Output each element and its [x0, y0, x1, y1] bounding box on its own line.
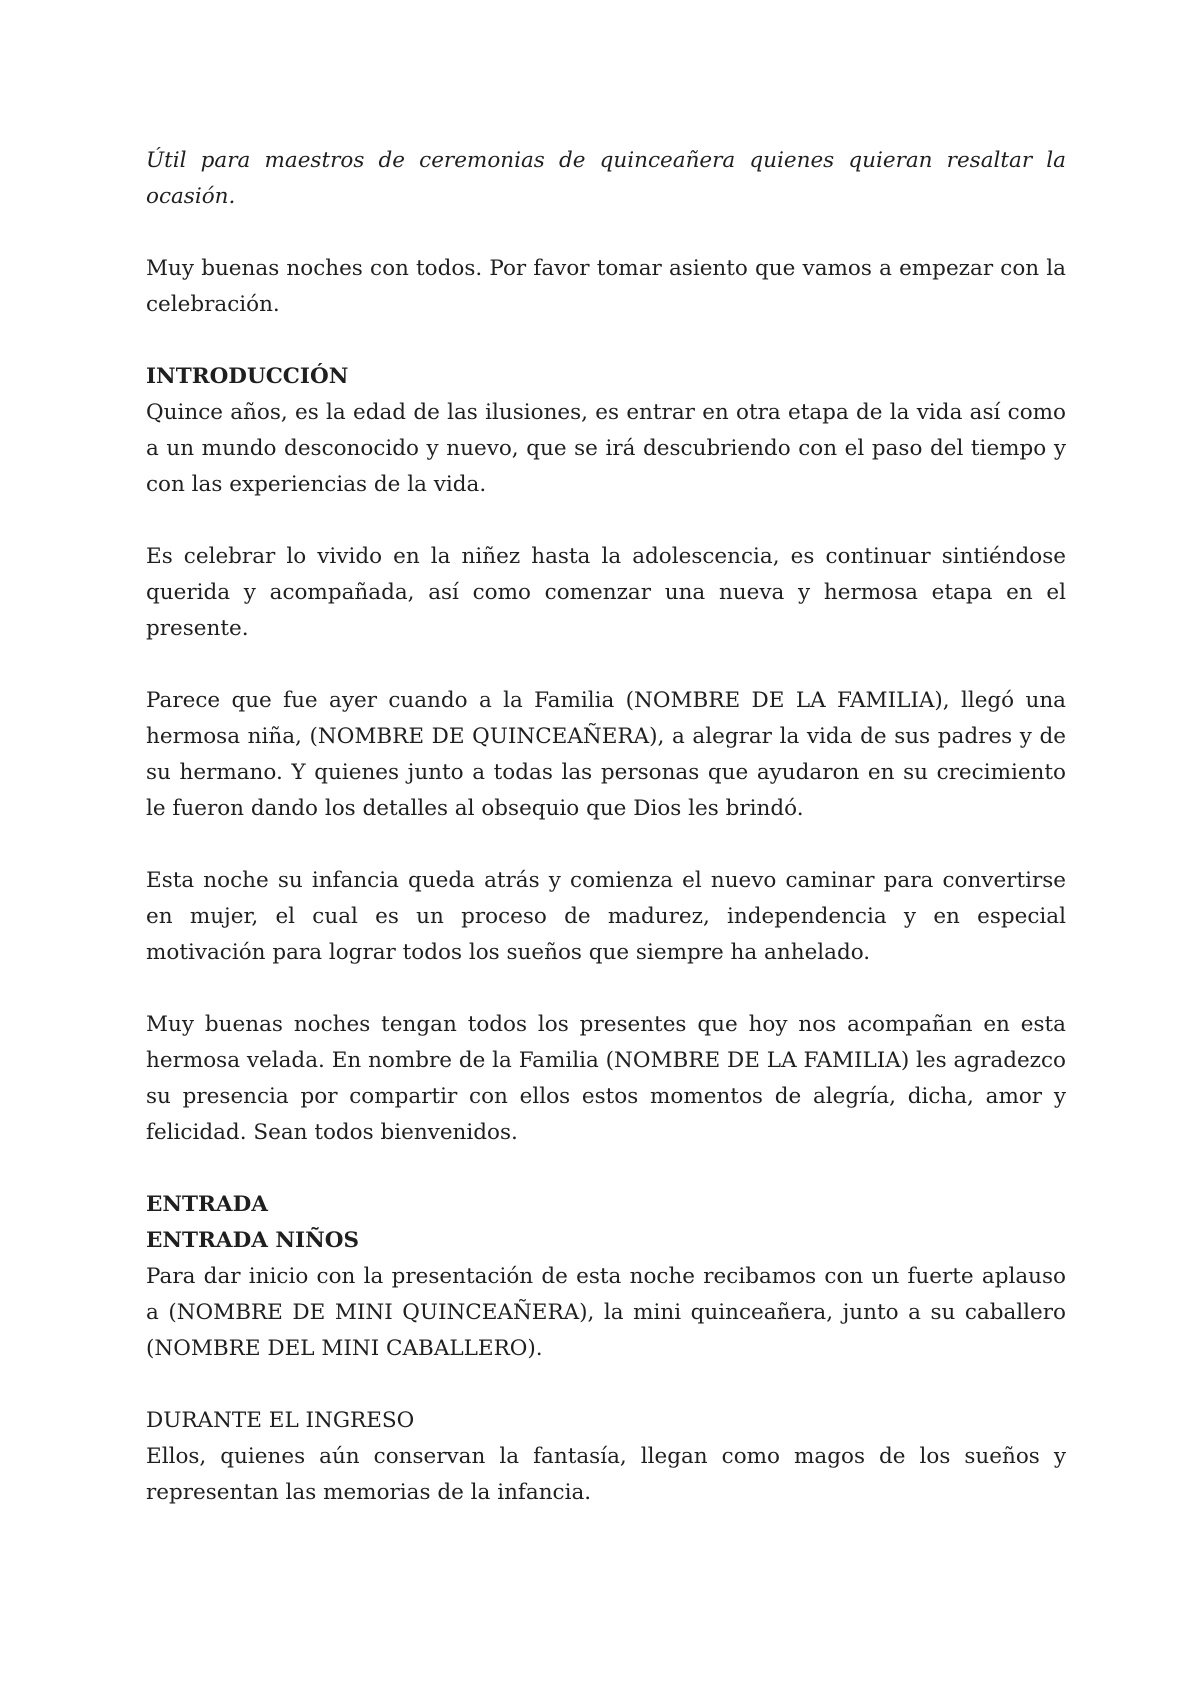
- document-body: [146, 143, 1066, 1547]
- entrada-ninos-heading: ENTRADA NIÑOS: [146, 1228, 360, 1253]
- introduccion-paragraph-2: Es celebrar lo vivido en la niñez hasta la adolescencia, es continuar sintiéndose querida y acompañada, así como comenzar una nueva y hermosa etapa en el presente.: [146, 544, 1066, 641]
- entrada-heading: ENTRADA: [146, 1192, 268, 1217]
- introduccion-paragraph-4: Esta noche su infancia queda atrás y comienza el nuevo caminar para convertirse en mujer, el cual es un proceso de madurez, independencia y en especial motivación para lograr todos los sueños que siempre ha anhelado.: [146, 868, 1066, 965]
- entrada-section: [146, 1187, 1066, 1367]
- introduccion-paragraph-5: Muy buenas noches tengan todos los presentes que hoy nos acompañan en esta hermosa velada. En nombre de la Familia (NOMBRE DE LA FAMILIA) les agradezco su presencia por compartir con ellos estos momentos de alegría, dicha, amor y felicidad. Sean todos bienvenidos.: [146, 1012, 1066, 1145]
- introduccion-section: [146, 359, 1066, 503]
- durante-ingreso-paragraph: Ellos, quienes aún conservan la fantasía, llegan como magos de los sueños y representan las memorias de la infancia.: [146, 1444, 1066, 1505]
- introduccion-paragraph-1: Quince años, es la edad de las ilusiones, es entrar en otra etapa de la vida así como a un mundo desconocido y nuevo, que se irá descubriendo con el paso del tiempo y con las experiencias de la vida.: [146, 400, 1066, 497]
- entrada-paragraph: Para dar inicio con la presentación de esta noche recibamos con un fuerte aplauso a (NOMBRE DE MINI QUINCEAÑERA), la mini quinceañera, junto a su caballero (NOMBRE DEL MINI CABALLERO).: [146, 1264, 1066, 1361]
- introduccion-paragraph-3: Parece que fue ayer cuando a la Familia (NOMBRE DE LA FAMILIA), llegó una hermosa niña, (NOMBRE DE QUINCEAÑERA), a alegrar la vida de sus padres y de su hermano. Y quienes junto a todas las personas que ayudaron en su crecimiento le fueron dando los detalles al obsequio que Dios les brindó.: [146, 688, 1066, 821]
- durante-ingreso-heading: DURANTE EL INGRESO: [146, 1408, 415, 1433]
- introduccion-heading: INTRODUCCIÓN: [146, 364, 349, 389]
- intro-note: Útil para maestros de ceremonias de quinceañera quienes quieran resaltar la ocasión.: [146, 148, 1066, 209]
- greeting-paragraph: Muy buenas noches con todos. Por favor tomar asiento que vamos a empezar con la celebración.: [146, 256, 1066, 317]
- durante-ingreso-section: [146, 1403, 1066, 1511]
